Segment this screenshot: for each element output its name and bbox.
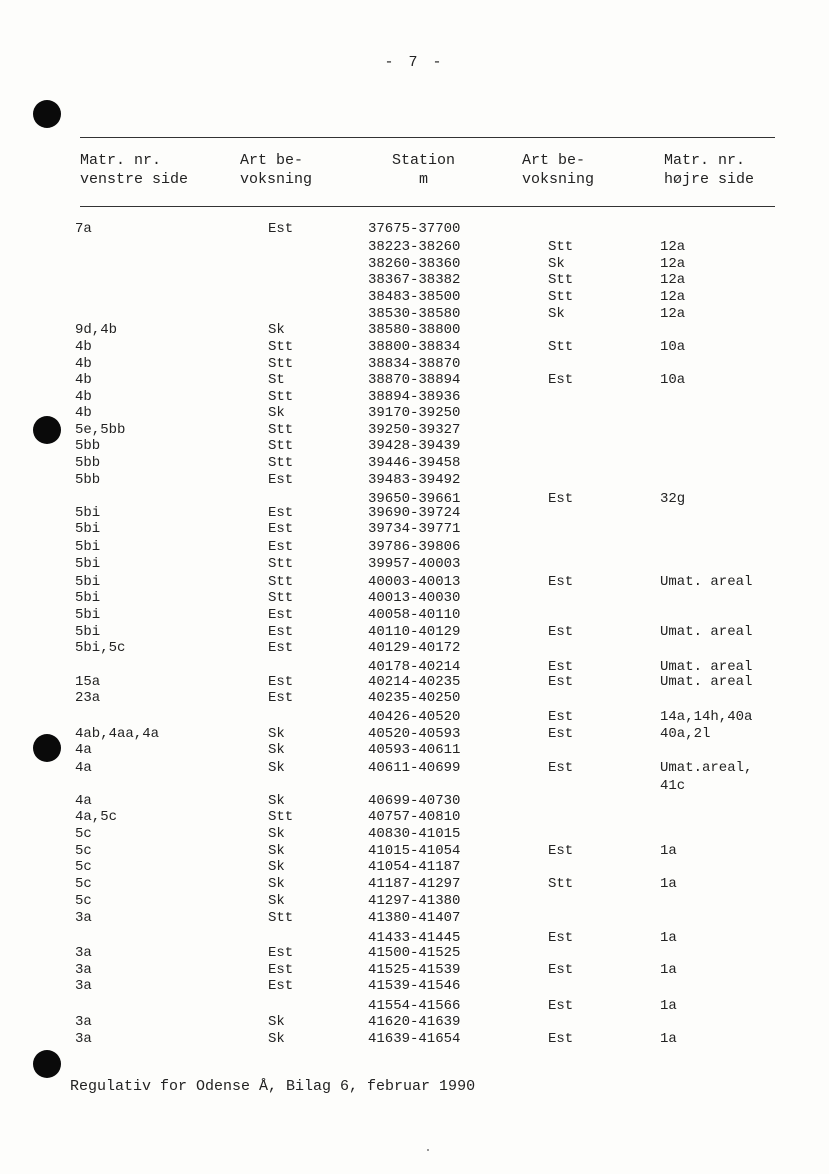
left-art-cell: Stt <box>268 422 294 438</box>
table-row <box>0 455 829 472</box>
left-matr-cell: 3a <box>75 978 92 994</box>
right-art-cell: Stt <box>548 876 574 892</box>
table-row <box>0 438 829 455</box>
right-matr-cell: 32g <box>660 491 686 507</box>
station-cell: 39690-39724 <box>368 505 461 521</box>
station-cell: 41525-41539 <box>368 962 461 978</box>
left-matr-cell: 3a <box>75 910 92 926</box>
table-row <box>0 826 829 843</box>
station-cell: 41054-41187 <box>368 859 461 875</box>
table-row <box>0 793 829 810</box>
left-matr-cell: 4b <box>75 356 92 372</box>
station-cell: 38580-38800 <box>368 322 461 338</box>
left-matr-cell: 4a <box>75 742 92 758</box>
right-art-cell: Est <box>548 998 574 1014</box>
table-row <box>0 539 829 556</box>
right-matr-cell: 12a <box>660 272 686 288</box>
left-art-cell: Sk <box>268 726 285 742</box>
station-cell: 40235-40250 <box>368 690 461 706</box>
left-art-cell: Est <box>268 674 294 690</box>
table-row <box>0 505 829 522</box>
left-art-cell: Est <box>268 221 294 237</box>
right-matr-cell: Umat. areal <box>660 659 753 675</box>
right-art-cell: Est <box>548 843 574 859</box>
left-art-cell: Est <box>268 640 294 656</box>
right-art-cell: Est <box>548 372 574 388</box>
left-art-cell: Est <box>268 962 294 978</box>
table-row <box>0 1014 829 1031</box>
station-cell: 38870-38894 <box>368 372 461 388</box>
table-row <box>0 809 829 826</box>
station-cell: 39250-39327 <box>368 422 461 438</box>
right-matr-cell: 1a <box>660 962 677 978</box>
left-art-cell: Est <box>268 607 294 623</box>
left-matr-cell: 15a <box>75 674 101 690</box>
right-art-cell: Est <box>548 709 574 725</box>
table-row <box>0 624 829 641</box>
station-cell: 41297-41380 <box>368 893 461 909</box>
table-row <box>0 389 829 406</box>
right-art-cell: Est <box>548 760 574 776</box>
footer-text: Regulativ for Odense Å, Bilag 6, februar 1990 <box>70 1078 476 1095</box>
left-art-cell: Stt <box>268 556 294 572</box>
table-row <box>0 590 829 607</box>
table-row <box>0 674 829 691</box>
right-matr-cell: 40a,2l <box>660 726 711 742</box>
left-matr-cell: 5bb <box>75 438 101 454</box>
left-art-cell: Est <box>268 505 294 521</box>
table-row <box>0 760 829 777</box>
left-art-cell: Est <box>268 978 294 994</box>
right-art-cell: Est <box>548 491 574 507</box>
left-matr-cell: 9d,4b <box>75 322 118 338</box>
right-art-cell: Sk <box>548 256 565 272</box>
right-art-cell: Stt <box>548 289 574 305</box>
station-cell: 40003-40013 <box>368 574 461 590</box>
left-matr-cell: 4b <box>75 405 92 421</box>
table-row <box>0 372 829 389</box>
right-matr-cell: 1a <box>660 876 677 892</box>
left-art-cell: Est <box>268 624 294 640</box>
station-cell: 40426-40520 <box>368 709 461 725</box>
left-art-cell: Sk <box>268 843 285 859</box>
station-cell: 41554-41566 <box>368 998 461 1014</box>
station-cell: 39734-39771 <box>368 521 461 537</box>
left-matr-cell: 5bi <box>75 539 101 555</box>
left-art-cell: Sk <box>268 893 285 909</box>
left-art-cell: Sk <box>268 1031 285 1047</box>
left-art-cell: Sk <box>268 760 285 776</box>
left-art-cell: Est <box>268 945 294 961</box>
table-row <box>0 356 829 373</box>
left-art-cell: Stt <box>268 339 294 355</box>
left-matr-cell: 23a <box>75 690 101 706</box>
station-cell: 41539-41546 <box>368 978 461 994</box>
table-row <box>0 709 829 726</box>
table-row <box>0 945 829 962</box>
table-row <box>0 521 829 538</box>
left-art-cell: Stt <box>268 438 294 454</box>
station-cell: 39957-40003 <box>368 556 461 572</box>
left-art-cell: Est <box>268 472 294 488</box>
right-art-cell: Est <box>548 930 574 946</box>
table-row <box>0 239 829 256</box>
table-row <box>0 289 829 306</box>
station-cell: 41433-41445 <box>368 930 461 946</box>
table-row <box>0 843 829 860</box>
right-matr-cell: Umat. areal <box>660 624 753 640</box>
left-matr-cell: 5c <box>75 893 92 909</box>
table-row <box>0 256 829 273</box>
station-cell: 40699-40730 <box>368 793 461 809</box>
station-cell: 38483-38500 <box>368 289 461 305</box>
header-left-matr: Matr. nr. venstre side <box>80 152 189 188</box>
left-art-cell: St <box>268 372 285 388</box>
left-matr-cell: 3a <box>75 1014 92 1030</box>
table-row <box>0 422 829 439</box>
left-art-cell: Sk <box>268 876 285 892</box>
left-matr-cell: 5bi <box>75 607 101 623</box>
scan-speck <box>427 1149 429 1151</box>
left-matr-cell: 4a,5c <box>75 809 118 825</box>
station-cell: 40214-40235 <box>368 674 461 690</box>
table-row <box>0 742 829 759</box>
right-art-cell: Est <box>548 674 574 690</box>
table-row <box>0 690 829 707</box>
table-row <box>0 859 829 876</box>
left-art-cell: Stt <box>268 455 294 471</box>
station-cell: 39446-39458 <box>368 455 461 471</box>
station-cell: 40129-40172 <box>368 640 461 656</box>
left-matr-cell: 5c <box>75 876 92 892</box>
right-matr-cell: 12a <box>660 306 686 322</box>
station-cell: 40058-40110 <box>368 607 461 623</box>
right-matr-cell: 10a <box>660 372 686 388</box>
left-matr-cell: 5bi <box>75 590 101 606</box>
station-cell: 41620-41639 <box>368 1014 461 1030</box>
station-cell: 38223-38260 <box>368 239 461 255</box>
table-row <box>0 876 829 893</box>
station-cell: 41500-41525 <box>368 945 461 961</box>
header-left-art: Art be- voksning <box>240 152 313 188</box>
right-matr-cell: Umat. areal <box>660 574 753 590</box>
table-row <box>0 405 829 422</box>
table-row <box>0 339 829 356</box>
right-matr-cell: Umat.areal, <box>660 760 753 776</box>
left-art-cell: Sk <box>268 405 285 421</box>
left-matr-cell: 5bi <box>75 574 101 590</box>
table-row <box>0 272 829 289</box>
table-row <box>0 726 829 743</box>
punch-hole-1 <box>33 100 61 128</box>
table-row <box>0 221 829 238</box>
left-art-cell: Stt <box>268 389 294 405</box>
left-matr-cell: 3a <box>75 945 92 961</box>
right-art-cell: Est <box>548 659 574 675</box>
left-matr-cell: 7a <box>75 221 92 237</box>
left-matr-cell: 5bi <box>75 556 101 572</box>
right-matr-cell: 12a <box>660 239 686 255</box>
table-row <box>0 962 829 979</box>
left-matr-cell: 5bi <box>75 521 101 537</box>
header-right-matr: Matr. nr. højre side <box>664 152 755 188</box>
table-row <box>0 640 829 657</box>
right-art-cell: Est <box>548 574 574 590</box>
right-matr-cell: 1a <box>660 998 677 1014</box>
station-cell: 40013-40030 <box>368 590 461 606</box>
station-cell: 40110-40129 <box>368 624 461 640</box>
left-art-cell: Sk <box>268 826 285 842</box>
left-matr-cell: 4a <box>75 760 92 776</box>
table-row <box>0 472 829 489</box>
station-cell: 41015-41054 <box>368 843 461 859</box>
left-art-cell: Sk <box>268 793 285 809</box>
station-cell: 39428-39439 <box>368 438 461 454</box>
left-art-cell: Sk <box>268 1014 285 1030</box>
station-cell: 39786-39806 <box>368 539 461 555</box>
right-art-cell: Est <box>548 1031 574 1047</box>
header-top-rule <box>80 137 775 138</box>
station-cell: 38834-38870 <box>368 356 461 372</box>
left-art-cell: Est <box>268 690 294 706</box>
left-art-cell: Sk <box>268 322 285 338</box>
table-row <box>0 998 829 1015</box>
station-cell: 41187-41297 <box>368 876 461 892</box>
table-row <box>0 910 829 927</box>
table-row <box>0 978 829 995</box>
table-row <box>0 574 829 591</box>
right-matr-cell: 41c <box>660 778 686 794</box>
table-row <box>0 306 829 323</box>
station-cell: 41380-41407 <box>368 910 461 926</box>
station-cell: 39650-39661 <box>368 491 461 507</box>
header-bottom-rule <box>80 206 775 207</box>
left-matr-cell: 5bi <box>75 624 101 640</box>
left-art-cell: Stt <box>268 910 294 926</box>
left-matr-cell: 5bi,5c <box>75 640 126 656</box>
left-matr-cell: 5c <box>75 826 92 842</box>
header-station: Station m <box>392 152 456 188</box>
left-matr-cell: 3a <box>75 1031 92 1047</box>
station-cell: 39170-39250 <box>368 405 461 421</box>
station-cell: 40520-40593 <box>368 726 461 742</box>
left-matr-cell: 4b <box>75 339 92 355</box>
right-matr-cell: 10a <box>660 339 686 355</box>
right-matr-cell: 1a <box>660 1031 677 1047</box>
left-matr-cell: 4b <box>75 372 92 388</box>
right-art-cell: Est <box>548 726 574 742</box>
left-art-cell: Est <box>268 539 294 555</box>
station-cell: 38260-38360 <box>368 256 461 272</box>
table-row <box>0 556 829 573</box>
station-cell: 41639-41654 <box>368 1031 461 1047</box>
right-matr-cell: 1a <box>660 843 677 859</box>
right-art-cell: Est <box>548 962 574 978</box>
right-matr-cell: 1a <box>660 930 677 946</box>
left-matr-cell: 4ab,4aa,4a <box>75 726 160 742</box>
table-row <box>0 607 829 624</box>
header-right-art: Art be- voksning <box>522 152 595 188</box>
right-matr-cell: 14a,14h,40a <box>660 709 753 725</box>
station-cell: 38894-38936 <box>368 389 461 405</box>
left-matr-cell: 5c <box>75 843 92 859</box>
left-art-cell: Est <box>268 521 294 537</box>
table-row <box>0 893 829 910</box>
station-cell: 38800-38834 <box>368 339 461 355</box>
station-cell: 38367-38382 <box>368 272 461 288</box>
right-art-cell: Est <box>548 624 574 640</box>
station-cell: 38530-38580 <box>368 306 461 322</box>
left-art-cell: Sk <box>268 859 285 875</box>
page-number: - 7 - <box>384 54 445 71</box>
left-matr-cell: 5bb <box>75 455 101 471</box>
right-art-cell: Stt <box>548 339 574 355</box>
left-matr-cell: 3a <box>75 962 92 978</box>
left-art-cell: Sk <box>268 742 285 758</box>
left-matr-cell: 5c <box>75 859 92 875</box>
left-art-cell: Stt <box>268 574 294 590</box>
station-cell: 40593-40611 <box>368 742 461 758</box>
left-matr-cell: 5bb <box>75 472 101 488</box>
left-matr-cell: 5e,5bb <box>75 422 126 438</box>
station-cell: 39483-39492 <box>368 472 461 488</box>
left-matr-cell: 4a <box>75 793 92 809</box>
left-art-cell: Stt <box>268 809 294 825</box>
right-art-cell: Stt <box>548 239 574 255</box>
punch-hole-4 <box>33 1050 61 1078</box>
left-matr-cell: 5bi <box>75 505 101 521</box>
right-art-cell: Stt <box>548 272 574 288</box>
table-row <box>0 322 829 339</box>
station-cell: 37675-37700 <box>368 221 461 237</box>
left-art-cell: Stt <box>268 356 294 372</box>
right-art-cell: Sk <box>548 306 565 322</box>
right-matr-cell: 12a <box>660 289 686 305</box>
table-row <box>0 1031 829 1048</box>
station-cell: 40178-40214 <box>368 659 461 675</box>
left-matr-cell: 4b <box>75 389 92 405</box>
station-cell: 40830-41015 <box>368 826 461 842</box>
station-cell: 40757-40810 <box>368 809 461 825</box>
right-matr-cell: 12a <box>660 256 686 272</box>
left-art-cell: Stt <box>268 590 294 606</box>
station-cell: 40611-40699 <box>368 760 461 776</box>
right-matr-cell: Umat. areal <box>660 674 753 690</box>
